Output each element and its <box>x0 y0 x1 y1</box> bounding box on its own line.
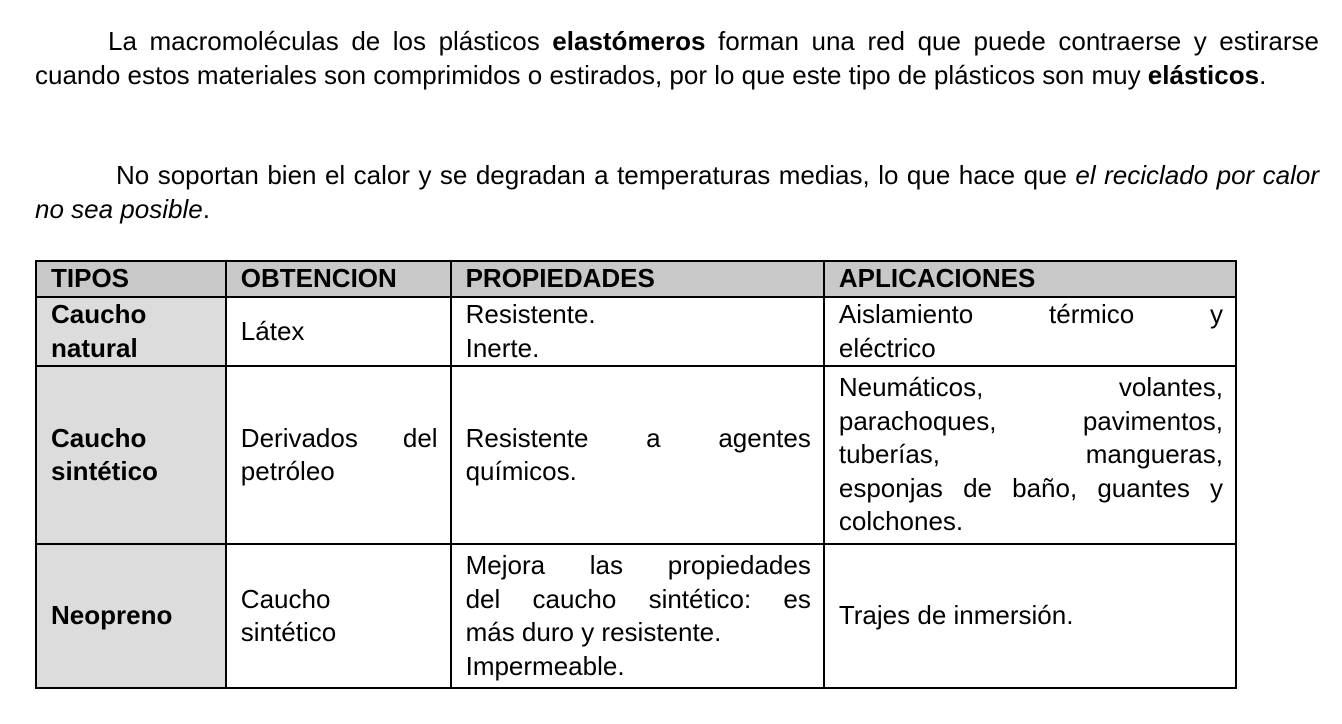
cell-line: del caucho sintético: es <box>465 583 811 614</box>
cell-aplicaciones <box>824 366 1236 544</box>
cell-line: Derivados del <box>240 422 438 453</box>
table-row-caucho-sintetico <box>36 366 1236 544</box>
cell-propiedades <box>451 544 824 688</box>
cell-line: Caucho <box>51 299 147 329</box>
cell-line: Neopreno <box>51 600 173 631</box>
cell-aplicaciones <box>824 544 1236 688</box>
header-tipos: TIPOS <box>36 261 226 297</box>
header-propiedades: PROPIEDADES <box>451 261 824 297</box>
cell-line: Caucho <box>51 422 147 453</box>
cell-line: Trajes de inmersión. <box>838 600 1074 631</box>
cell-line: Inerte. <box>465 332 540 363</box>
paragraph1-text-a: La macromoléculas de los plásticos <box>108 26 553 56</box>
cell-line: Impermeable. <box>465 650 625 681</box>
cell-obtencion <box>226 366 451 544</box>
paragraph2-text-b: . <box>202 193 210 224</box>
cell-line: parachoques, pavimentos, <box>838 405 1223 436</box>
cell-line: Mejora las propiedades <box>465 550 811 580</box>
paragraph1-bold-elastomeros: elastómeros <box>552 26 706 56</box>
cell-line: natural <box>51 332 138 363</box>
header-aplicaciones: APLICACIONES <box>824 261 1236 297</box>
cell-propiedades <box>451 297 824 366</box>
cell-line: Aislamiento térmico y <box>838 299 1223 329</box>
cell-line: sintético <box>240 617 337 647</box>
cell-line: Látex <box>240 315 305 346</box>
cell-line: químicos. <box>465 456 577 486</box>
cell-line: esponjas de baño, guantes y <box>838 472 1223 503</box>
cell-line: eléctrico <box>838 332 936 363</box>
table-row-neopreno <box>36 544 1236 688</box>
cell-tipo <box>36 366 226 544</box>
cell-line: sintético <box>51 456 158 486</box>
cell-line: más duro y resistente. <box>465 617 722 647</box>
paragraph1-text-b: forman una red que puede contraerse y estirarse cuando estos materiales son comprimidos o estirados, por lo que este tipo de plásticos son muy <box>35 26 1320 90</box>
cell-line: Resistente. <box>465 299 596 329</box>
table-row-caucho-natural <box>36 297 1236 366</box>
paragraph2-text-a: No soportan bien el calor y se degradan a temperaturas medias, lo que hace que <box>116 160 1076 190</box>
cell-obtencion <box>226 297 451 366</box>
cell-line: Caucho <box>240 583 331 614</box>
cell-tipo <box>36 544 226 688</box>
cell-line: colchones. <box>838 506 964 537</box>
paragraph-calor <box>35 159 1319 226</box>
cell-propiedades <box>451 366 824 544</box>
cell-line: tuberías, mangueras, <box>838 439 1223 470</box>
cell-line: petróleo <box>240 456 335 486</box>
cell-aplicaciones <box>824 297 1236 366</box>
paragraph-elastomeros <box>35 25 1319 92</box>
paragraph1-bold-elasticos: elásticos <box>1147 59 1260 90</box>
elastomers-table <box>35 260 1237 689</box>
header-obtencion: OBTENCION <box>226 261 451 297</box>
paragraph1-text-c: . <box>1259 59 1267 90</box>
cell-tipo <box>36 297 226 366</box>
cell-line: Resistente a agentes <box>465 422 811 453</box>
paragraph2-italic-reciclado: el reciclado por calor no sea posible <box>35 160 1319 224</box>
cell-line: Neumáticos, volantes, <box>838 372 1223 403</box>
cell-obtencion <box>226 544 451 688</box>
table-header-row <box>36 261 1236 297</box>
